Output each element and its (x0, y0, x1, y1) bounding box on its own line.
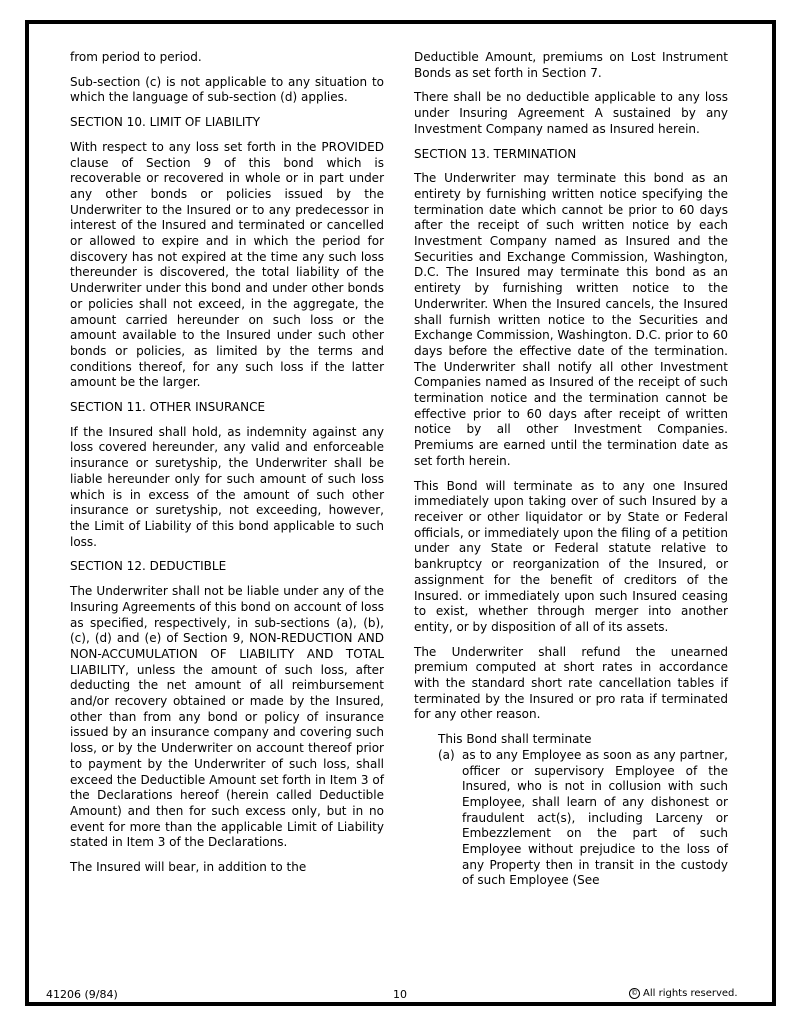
section-13-body: The Underwriter may terminate this bond as an entirety by furnishing written notice specifying the termination date which cannot be prior to 60 days after the receipt of such written notice by each Investment Company named as Insured and the Securities and Exchange Commission, Washington, D.C. The Insured may terminate this bond as an entirety by furnishing written notice to the Underwriter. When the Insured cancels, the Insured shall furnish written notice to the Securities and Exchange Commission, Washington. D.C. prior to 60 days before the effective date of the termination. The Underwriter shall notify all other Investment Companies named as Insured of the receipt of such termination notice and the termination cannot be effective prior to 60 days after receipt of written notice by all other Investment Companies. Premiums are earned until the termination date as set forth herein. (414, 171, 728, 468)
form-number: 41206 (9/84) (46, 988, 118, 1001)
section-12-tail: The Insured will bear, in addition to the (70, 860, 307, 875)
section-11-heading: SECTION 11. OTHER INSURANCE (70, 400, 266, 415)
section-11-body: If the Insured shall hold, as indemnity against any loss covered hereunder, any valid and enforceable insurance or suretyship, the Underwriter shall be liable hereunder only for such amount of such loss which is in excess of the amount of such other insurance or suretyship, not exceeding, however, the Limit of Liability of this bond applicable to such loss. (70, 424, 384, 549)
right-column (414, 50, 728, 889)
section-12-body: The Underwriter shall not be liable under any of the Insuring Agreements of this bond on account of loss as specified, respectively, in sub-sections (a), (b), (c), (d) and (e) of Section 9, NON-REDUCTION AND NON-ACCUMULATION OF LIABILITY AND TOTAL LIABILITY, unless the amount of such loss, after deducting the net amount of all reimbursement and/or recovery obtained or made by the Insured, other than from any bond or policy of insurance issued by an insurance company and covering such loss, or by the Underwriter on account thereof prior to payment by the Underwriter of such loss, shall exceed the Deductible Amount set forth in Item 3 of the Declarations hereof (herein called Deductible Amount) and then for such excess only, but in no event for more than the applicable Limit of Liability stated in Item 3 of the Declarations. (70, 584, 384, 850)
list-item-text: as to any Employee as soon as any partner, officer or supervisory Employee of the Insured, who is not in collusion with such Employee, shall learn of any dishonest or fraudulent act(s), including Larceny or Embezzlement on the part of such Employee without prejudice to the loss of any Property then in transit in the custody of such Employee (See (462, 747, 728, 888)
rights-text: All rights reserved. (643, 988, 738, 999)
section-13-heading: SECTION 13. TERMINATION (414, 146, 577, 161)
list-item (438, 748, 728, 889)
paragraph: There shall be no deductible applicable to any loss under Insuring Agreement A sustained by any Investment Company named as Insured herein. (414, 90, 728, 136)
section-12-heading: SECTION 12. DEDUCTIBLE (70, 559, 227, 574)
section-10-body: With respect to any loss set forth in the PROVIDED clause of Section 9 of this bond which is recoverable or recovered in whole or in part under any other bonds or policies issued by the Underwriter to the Insured or to any predecessor in interest of the Insured and terminated or cancelled or allowed to expire and in which the period for discovery has not expired at the time any such loss thereunder is discovered, the total liability of the Underwriter under this bond and under other bonds or policies shall not exceed, in the aggregate, the amount carried hereunder on such loss or the amount available to the Insured under such other bonds or policies, as limited by the terms and conditions thereof, for any such loss if the latter amount be the larger. (70, 139, 384, 390)
termination-list (438, 732, 728, 889)
paragraph: from period to period. (70, 50, 202, 64)
page-number: 10 (393, 988, 407, 1001)
section-10-heading: SECTION 10. LIMIT OF LIABILITY (70, 115, 261, 130)
paragraph: Sub-section (c) is not applicable to any situation to which the language of sub-section (d) applies. (70, 74, 384, 105)
left-column (70, 50, 384, 885)
section-13-body: The Underwriter shall refund the unearned premium computed at short rates in accordance with the standard short rate cancellation tables if terminated by the Insured or pro rata if terminated for any other reason. (414, 644, 728, 722)
list-item-label: (a) (438, 747, 455, 762)
copyright-icon: © (631, 989, 638, 997)
termination-lead: This Bond shall terminate (438, 732, 592, 747)
section-13-body: This Bond will terminate as to any one Insured immediately upon taking over of such Insured by a receiver or other liquidator or by State or Federal officials, or immediately upon the filing of a petition under any State or Federal statute relative to bankruptcy or reorganization of the Insured, or assignment for the benefit of creditors of the Insured. or immediately upon such Insured ceasing to exist, whether through merger into another entity, or by disposition of all of its assets. (414, 478, 728, 634)
paragraph: Deductible Amount, premiums on Lost Instrument Bonds as set forth in Section 7. (414, 50, 728, 80)
rights-notice (629, 988, 738, 999)
